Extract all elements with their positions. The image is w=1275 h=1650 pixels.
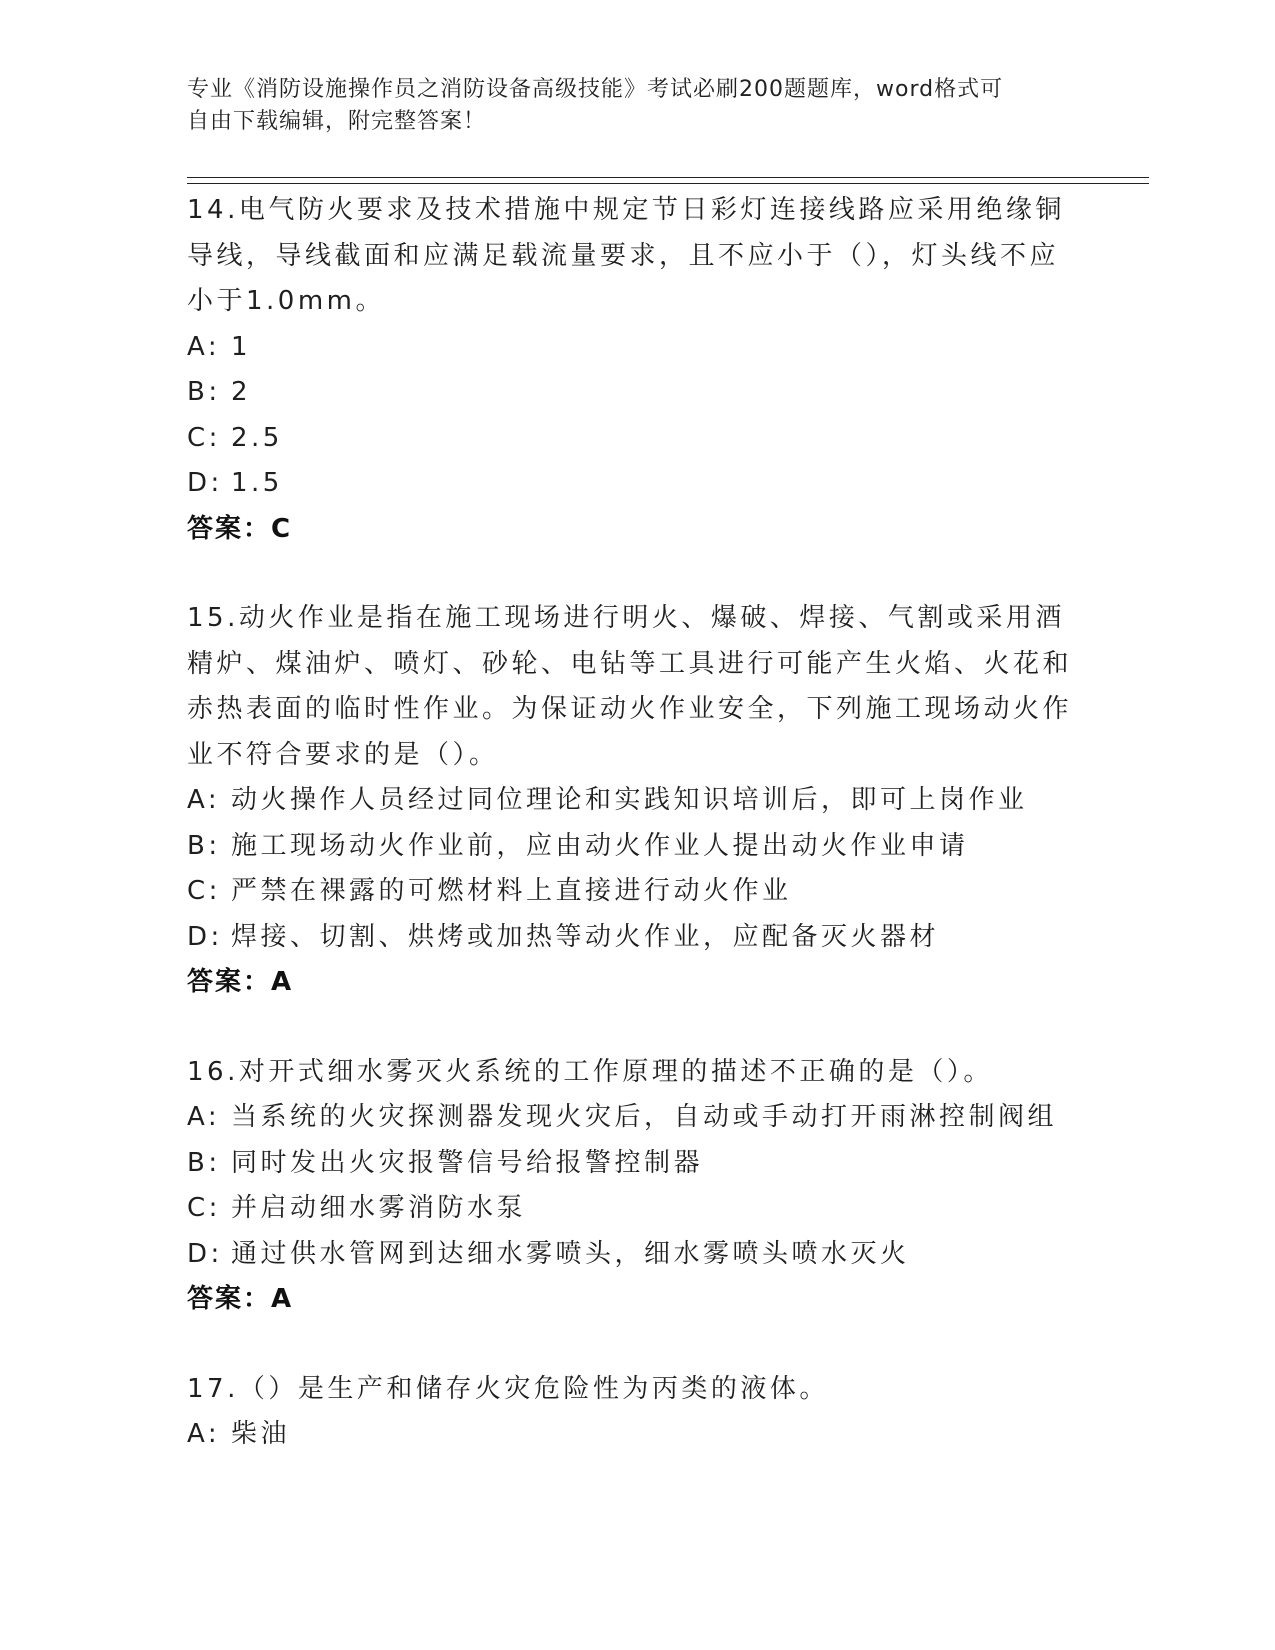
option-text: 并启动细水雾消防水泵: [231, 1193, 527, 1223]
option-d: [187, 1232, 1087, 1278]
option-d: [187, 915, 1087, 961]
option-letter: C:: [187, 876, 221, 906]
answer-line: 答案：A: [187, 1284, 294, 1314]
option-text: 焊接、切割、烘烤或加热等动火作业，应配备灭火器材: [231, 921, 940, 952]
option-c: [187, 869, 1087, 915]
page-header: [187, 74, 1067, 138]
question-16: [187, 1050, 1087, 1323]
header-line-2: 自由下载编辑，附完整答案！: [187, 109, 487, 134]
option-a: [187, 1412, 1087, 1458]
option-b: [187, 370, 1087, 416]
option-letter: C:: [187, 1193, 221, 1223]
option-letter: A:: [187, 331, 221, 362]
option-letter: A:: [187, 1102, 221, 1132]
option-d: [187, 461, 1087, 507]
option-a: [187, 1095, 1087, 1141]
option-text: 2: [231, 377, 252, 407]
option-letter: B:: [187, 830, 221, 861]
option-a: [187, 778, 1087, 824]
option-text: 1.5: [231, 468, 283, 498]
option-text: 通过供水管网到达细水雾喷头，细水雾喷头喷水灭火: [231, 1238, 910, 1269]
answer-line: 答案：C: [187, 513, 293, 544]
answer-line: 答案：A: [187, 967, 294, 997]
option-letter: A:: [187, 785, 221, 815]
header-line-1: 专业《消防设施操作员之消防设备高级技能》考试必刷200题题库，word格式可: [187, 77, 1004, 102]
question-stem: 16.对开式细水雾灭火系统的工作原理的描述不正确的是（）。: [187, 1056, 993, 1087]
option-a: [187, 325, 1087, 371]
question-list: [187, 188, 1087, 1502]
option-letter: D:: [187, 468, 223, 498]
option-text: 2.5: [231, 422, 283, 453]
option-b: [187, 824, 1087, 870]
option-text: 动火操作人员经过同位理论和实践知识培训后，即可上岗作业: [231, 785, 1028, 815]
question-17: [187, 1367, 1087, 1458]
option-text: 柴油: [231, 1419, 291, 1449]
option-letter: B:: [187, 1147, 221, 1178]
option-b: [187, 1141, 1087, 1187]
header-divider-top: [187, 177, 1149, 178]
option-letter: C:: [187, 422, 221, 453]
option-letter: D:: [187, 1238, 223, 1269]
question-14: [187, 188, 1087, 552]
option-c: [187, 416, 1087, 462]
option-letter: B:: [187, 377, 221, 407]
option-text: 同时发出火灾报警信号给报警控制器: [231, 1147, 704, 1178]
question-stem: 14.电气防火要求及技术措施中规定节日彩灯连接线路应采用绝缘铜导线，导线截面和应满足载流量要求，且不应小于（），灯头线不应小于1.0mm。: [187, 195, 1065, 316]
question-15: [187, 596, 1087, 1006]
option-text: 施工现场动火作业前，应由动火作业人提出动火作业申请: [231, 830, 969, 861]
option-c: [187, 1186, 1087, 1232]
option-letter: D:: [187, 921, 223, 952]
question-stem: 15.动火作业是指在施工现场进行明火、爆破、焊接、气割或采用酒精炉、煤油炉、喷灯、砂轮、电钻等工具进行可能产生火焰、火花和赤热表面的临时性作业。为保证动火作业安全，下列施工现场动火作业不符合要求的是（）。: [187, 603, 1073, 770]
option-letter: A:: [187, 1419, 221, 1449]
option-text: 1: [231, 331, 252, 362]
option-text: 严禁在裸露的可燃材料上直接进行动火作业: [231, 876, 792, 906]
question-stem: 17.（）是生产和储存火灾危险性为丙类的液体。: [187, 1373, 829, 1404]
option-text: 当系统的火灾探测器发现火灾后，自动或手动打开雨淋控制阀组: [231, 1102, 1058, 1132]
header-divider-bottom: [187, 183, 1149, 184]
